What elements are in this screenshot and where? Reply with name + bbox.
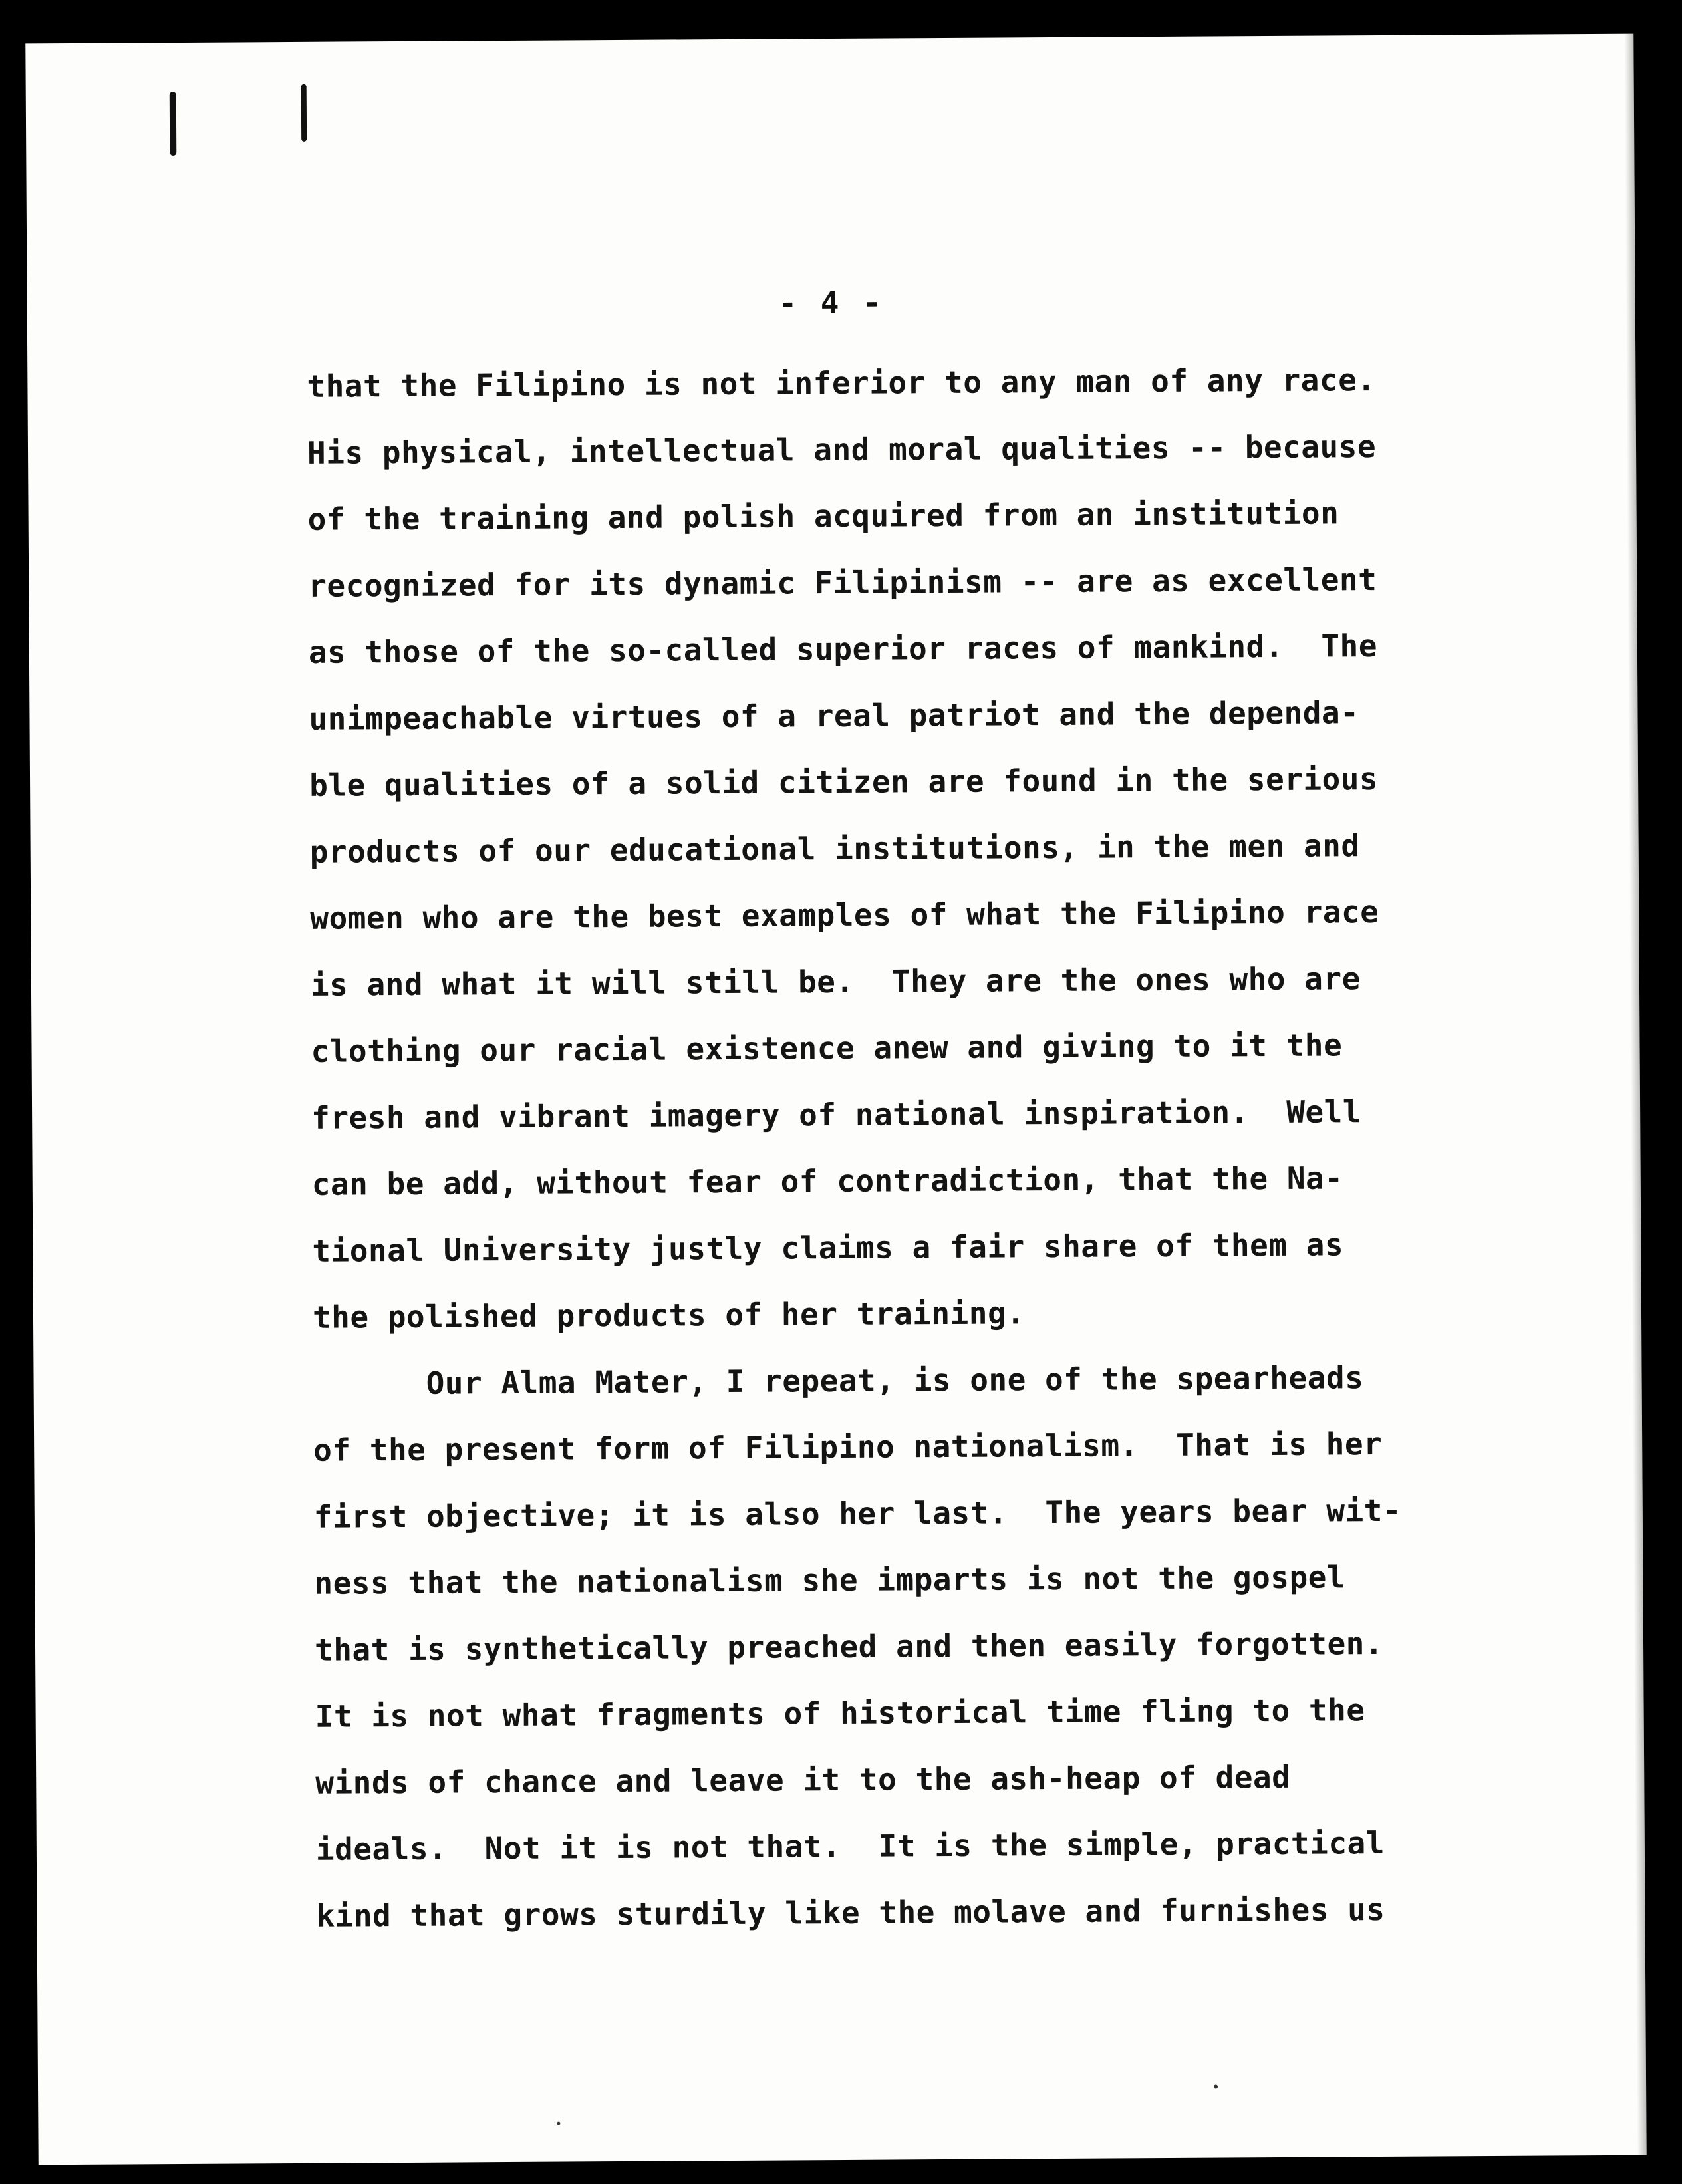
- text-line: It is not what fragments of historical time fling to the: [315, 1692, 1365, 1734]
- text-line: as those of the so-called superior races of mankind. The: [308, 628, 1378, 670]
- text-line: that the Filipino is not inferior to any man of any race.: [307, 362, 1376, 404]
- text-line: unimpeachable virtues of a real patriot and the dependa-: [309, 694, 1359, 737]
- text-line: ness that the nationalism she imparts is not the gospel: [314, 1559, 1346, 1601]
- binding-mark-icon: [170, 92, 177, 156]
- paper-sheet: [25, 34, 1646, 2165]
- text-line: Our Alma Mater, I repeat, is one of the spearheads: [426, 1359, 1364, 1401]
- body-text: [307, 345, 1574, 1949]
- text-line: fresh and vibrant imagery of national inspiration. Well: [311, 1093, 1362, 1136]
- text-line: that is synthetically preached and then easily forgotten.: [314, 1625, 1384, 1668]
- text-line: women who are the best examples of what the Filipino race: [310, 894, 1379, 936]
- paper-speck: [557, 2122, 560, 2125]
- paper-speck: [1214, 2085, 1218, 2089]
- text-line: of the training and polish acquired from an institution: [307, 495, 1339, 537]
- text-line: clothing our racial existence anew and giving to it the: [311, 1027, 1343, 1069]
- text-line: tional University justly claims a fair share of them as: [312, 1226, 1344, 1269]
- text-line: winds of chance and leave it to the ash-heap of dead: [315, 1758, 1291, 1801]
- text-line: recognized for its dynamic Filipinism -- are as excellent: [308, 561, 1377, 604]
- text-line: can be add, without fear of contradiction, that the Na-: [311, 1160, 1343, 1202]
- binding-mark-icon: [301, 84, 307, 142]
- paper-edge-shadow: [1624, 34, 1646, 2155]
- text-line: ideals. Not it is not that. It is the simple, practical: [315, 1824, 1385, 1867]
- text-line: of the present form of Filipino nationalism. That is her: [313, 1425, 1383, 1468]
- text-line: products of our educational institutions, in the men and: [309, 827, 1360, 870]
- text-line: is and what it will still be. They are the ones who are: [310, 960, 1361, 1003]
- text-line: kind that grows sturdily like the molave and furnishes us: [316, 1891, 1385, 1934]
- text-line: His physical, intellectual and moral qualities -- because: [307, 428, 1377, 471]
- text-line: first objective; it is also her last. The years bear wit-: [313, 1492, 1402, 1535]
- text-line: the polished products of her training.: [312, 1295, 1026, 1335]
- text-line: ble qualities of a solid citizen are found in the serious: [309, 761, 1379, 803]
- page-number: - 4 -: [778, 284, 885, 321]
